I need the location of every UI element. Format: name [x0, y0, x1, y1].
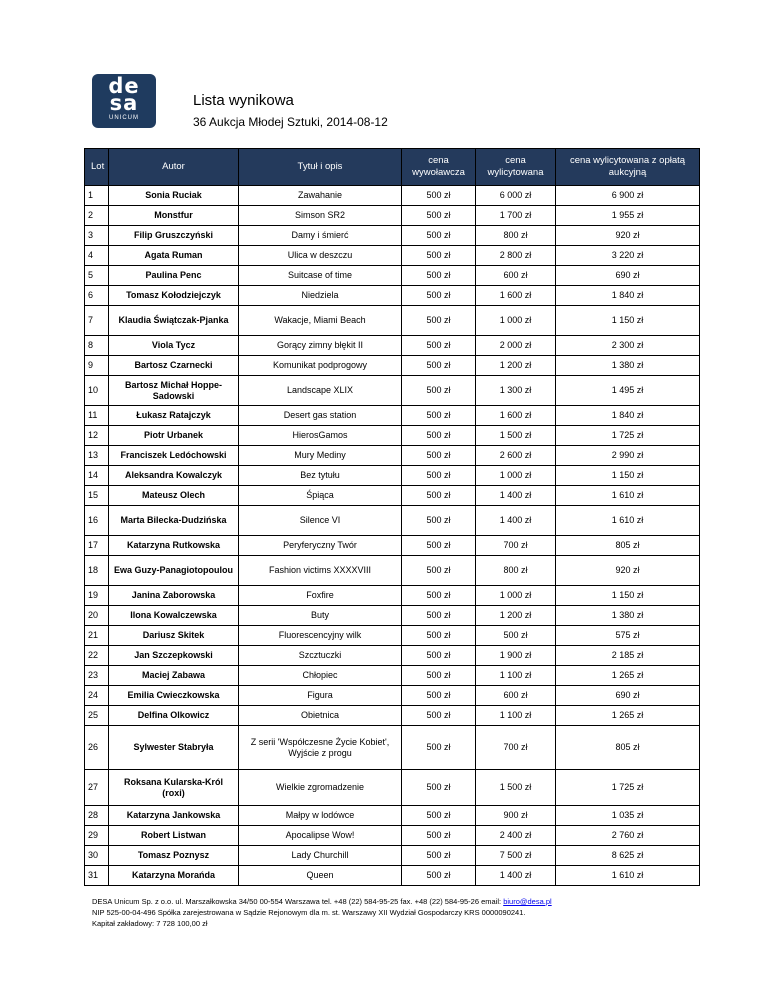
total-price-cell: 690 zł	[556, 686, 700, 706]
lot-cell: 10	[85, 376, 109, 406]
author-cell: Jan Szczepkowski	[109, 646, 239, 666]
table-row	[85, 606, 700, 626]
title-cell: Obietnica	[239, 706, 402, 726]
title-cell: Bez tytułu	[239, 466, 402, 486]
table-row	[85, 446, 700, 466]
lot-cell: 3	[85, 226, 109, 246]
start-price-cell: 500 zł	[402, 606, 476, 626]
sold-price-cell: 2 400 zł	[476, 826, 556, 846]
sold-price-cell: 1 500 zł	[476, 426, 556, 446]
start-price-cell: 500 zł	[402, 866, 476, 886]
logo-line-1: de	[108, 74, 140, 98]
sold-price-cell: 2 600 zł	[476, 446, 556, 466]
footer-line-1	[92, 896, 552, 907]
start-price-cell: 500 zł	[402, 206, 476, 226]
lot-cell: 15	[85, 486, 109, 506]
total-price-cell: 6 900 zł	[556, 186, 700, 206]
start-price-cell: 500 zł	[402, 356, 476, 376]
total-price-cell: 1 150 zł	[556, 466, 700, 486]
table-row	[85, 206, 700, 226]
lot-cell: 1	[85, 186, 109, 206]
title-cell: Apocalipse Wow!	[239, 826, 402, 846]
start-price-cell: 500 zł	[402, 186, 476, 206]
author-cell: Sylwester Stabryła	[109, 726, 239, 770]
header-author: Autor	[109, 149, 239, 186]
start-price-cell: 500 zł	[402, 826, 476, 846]
start-price-cell: 500 zł	[402, 226, 476, 246]
title-cell: Chłopiec	[239, 666, 402, 686]
author-cell: Paulina Penc	[109, 266, 239, 286]
lot-cell: 2	[85, 206, 109, 226]
sold-price-cell: 800 zł	[476, 226, 556, 246]
footer-address: DESA Unicum Sp. z o.o. ul. Marszałkowska 34/50 00-554 Warszawa tel. +48 (22) 584-95-25 fax. +48 (22) 584-95-26 email:	[92, 897, 504, 906]
start-price-cell: 500 zł	[402, 446, 476, 466]
table-row	[85, 186, 700, 206]
title-cell: Śpiąca	[239, 486, 402, 506]
start-price-cell: 500 zł	[402, 726, 476, 770]
lot-cell: 18	[85, 556, 109, 586]
lot-cell: 4	[85, 246, 109, 266]
title-cell: Szcztuczki	[239, 646, 402, 666]
footer	[92, 896, 552, 929]
results-table	[84, 148, 700, 886]
table-row	[85, 826, 700, 846]
total-price-cell: 8 625 zł	[556, 846, 700, 866]
author-cell: Robert Listwan	[109, 826, 239, 846]
total-price-cell: 805 zł	[556, 536, 700, 556]
total-price-cell: 1 725 zł	[556, 426, 700, 446]
title-cell: Suitcase of time	[239, 266, 402, 286]
title-cell: Silence VI	[239, 506, 402, 536]
author-cell: Maciej Zabawa	[109, 666, 239, 686]
author-cell: Franciszek Ledóchowski	[109, 446, 239, 466]
author-cell: Klaudia Świątczak-Pjanka	[109, 306, 239, 336]
table-row	[85, 226, 700, 246]
author-cell: Katarzyna Morańda	[109, 866, 239, 886]
table-row	[85, 706, 700, 726]
lot-cell: 13	[85, 446, 109, 466]
title-cell: Gorący zimny błękit II	[239, 336, 402, 356]
total-price-cell: 1 840 zł	[556, 286, 700, 306]
title-cell: Landscape XLIX	[239, 376, 402, 406]
total-price-cell: 1 955 zł	[556, 206, 700, 226]
start-price-cell: 500 zł	[402, 466, 476, 486]
total-price-cell: 1 610 zł	[556, 866, 700, 886]
table-row	[85, 486, 700, 506]
sold-price-cell: 1 200 zł	[476, 606, 556, 626]
title-cell: Małpy w lodówce	[239, 806, 402, 826]
start-price-cell: 500 zł	[402, 406, 476, 426]
start-price-cell: 500 zł	[402, 806, 476, 826]
lot-cell: 5	[85, 266, 109, 286]
start-price-cell: 500 zł	[402, 666, 476, 686]
footer-line-2: NIP 525-00-04-496 Spółka zarejestrowana w Sądzie Rejonowym dla m. st. Warszawy XII Wydział Gospodarczy KRS 0000090241.	[92, 908, 526, 917]
total-price-cell: 1 265 zł	[556, 666, 700, 686]
sold-price-cell: 1 500 zł	[476, 770, 556, 806]
sold-price-cell: 1 000 zł	[476, 586, 556, 606]
lot-cell: 31	[85, 866, 109, 886]
total-price-cell: 2 990 zł	[556, 446, 700, 466]
start-price-cell: 500 zł	[402, 706, 476, 726]
total-price-cell: 1 610 zł	[556, 506, 700, 536]
title-cell: Damy i śmierć	[239, 226, 402, 246]
total-price-cell: 920 zł	[556, 556, 700, 586]
title-cell: Simson SR2	[239, 206, 402, 226]
author-cell: Aleksandra Kowalczyk	[109, 466, 239, 486]
lot-cell: 29	[85, 826, 109, 846]
author-cell: Roksana Kularska-Król (roxi)	[109, 770, 239, 806]
start-price-cell: 500 zł	[402, 770, 476, 806]
title-cell: Mury Mediny	[239, 446, 402, 466]
total-price-cell: 1 150 zł	[556, 586, 700, 606]
table-row	[85, 666, 700, 686]
start-price-cell: 500 zł	[402, 426, 476, 446]
author-cell: Ilona Kowalczewska	[109, 606, 239, 626]
start-price-cell: 500 zł	[402, 556, 476, 586]
author-cell: Bartosz Czarnecki	[109, 356, 239, 376]
footer-email-link[interactable]: biuro@desa.pl	[503, 897, 552, 906]
sold-price-cell: 1 000 zł	[476, 306, 556, 336]
title-cell: Queen	[239, 866, 402, 886]
author-cell: Łukasz Ratajczyk	[109, 406, 239, 426]
sold-price-cell: 1 000 zł	[476, 466, 556, 486]
sold-price-cell: 6 000 zł	[476, 186, 556, 206]
title-cell: Peryferyczny Twór	[239, 536, 402, 556]
lot-cell: 16	[85, 506, 109, 536]
total-price-cell: 1 380 zł	[556, 606, 700, 626]
sold-price-cell: 1 400 zł	[476, 486, 556, 506]
author-cell: Agata Ruman	[109, 246, 239, 266]
table-row	[85, 246, 700, 266]
author-cell: Monstfur	[109, 206, 239, 226]
author-cell: Piotr Urbanek	[109, 426, 239, 446]
total-price-cell: 1 035 zł	[556, 806, 700, 826]
start-price-cell: 500 zł	[402, 376, 476, 406]
total-price-cell: 1 840 zł	[556, 406, 700, 426]
sold-price-cell: 1 400 zł	[476, 506, 556, 536]
title-cell: Wakacje, Miami Beach	[239, 306, 402, 336]
author-cell: Delfina Olkowicz	[109, 706, 239, 726]
sold-price-cell: 600 zł	[476, 266, 556, 286]
start-price-cell: 500 zł	[402, 266, 476, 286]
lot-cell: 26	[85, 726, 109, 770]
table-row	[85, 376, 700, 406]
sold-price-cell: 1 900 zł	[476, 646, 556, 666]
sold-price-cell: 2 000 zł	[476, 336, 556, 356]
start-price-cell: 500 zł	[402, 286, 476, 306]
author-cell: Ewa Guzy-Panagiotopoulou	[109, 556, 239, 586]
total-price-cell: 575 zł	[556, 626, 700, 646]
total-price-cell: 690 zł	[556, 266, 700, 286]
table-row	[85, 536, 700, 556]
lot-cell: 8	[85, 336, 109, 356]
title-cell: Wielkie zgromadzenie	[239, 770, 402, 806]
sold-price-cell: 1 100 zł	[476, 666, 556, 686]
sold-price-cell: 700 zł	[476, 726, 556, 770]
start-price-cell: 500 zł	[402, 626, 476, 646]
title-cell: Figura	[239, 686, 402, 706]
table-row	[85, 846, 700, 866]
author-cell: Bartosz Michał Hoppe-Sadowski	[109, 376, 239, 406]
lot-cell: 24	[85, 686, 109, 706]
sold-price-cell: 500 zł	[476, 626, 556, 646]
sold-price-cell: 2 800 zł	[476, 246, 556, 266]
sold-price-cell: 800 zł	[476, 556, 556, 586]
footer-line-3: Kapitał zakładowy: 7 728 100,00 zł	[92, 919, 208, 928]
lot-cell: 19	[85, 586, 109, 606]
total-price-cell: 2 760 zł	[556, 826, 700, 846]
table-row	[85, 266, 700, 286]
start-price-cell: 500 zł	[402, 536, 476, 556]
logo-line-2: sa	[109, 91, 139, 115]
start-price-cell: 500 zł	[402, 686, 476, 706]
sold-price-cell: 1 200 zł	[476, 356, 556, 376]
sold-price-cell: 1 100 zł	[476, 706, 556, 726]
title-cell: Fluorescencyjny wilk	[239, 626, 402, 646]
sold-price-cell: 1 700 zł	[476, 206, 556, 226]
sold-price-cell: 600 zł	[476, 686, 556, 706]
table-header-row	[85, 149, 700, 186]
lot-cell: 11	[85, 406, 109, 426]
title-cell: Komunikat podprogowy	[239, 356, 402, 376]
table-row	[85, 726, 700, 770]
table-row	[85, 506, 700, 536]
header-sold-price: cena wylicytowana	[476, 149, 556, 186]
table-row	[85, 336, 700, 356]
lot-cell: 23	[85, 666, 109, 686]
sold-price-cell: 700 zł	[476, 536, 556, 556]
author-cell: Viola Tycz	[109, 336, 239, 356]
title-cell: Foxfire	[239, 586, 402, 606]
lot-cell: 12	[85, 426, 109, 446]
lot-cell: 6	[85, 286, 109, 306]
lot-cell: 27	[85, 770, 109, 806]
table-row	[85, 466, 700, 486]
start-price-cell: 500 zł	[402, 246, 476, 266]
lot-cell: 20	[85, 606, 109, 626]
start-price-cell: 500 zł	[402, 306, 476, 336]
header-start-price: cena wywoławcza	[402, 149, 476, 186]
desa-logo	[92, 74, 156, 128]
title-cell: Z serii 'Współczesne Życie Kobiet', Wyjście z progu	[239, 726, 402, 770]
sold-price-cell: 7 500 zł	[476, 846, 556, 866]
author-cell: Marta Bilecka-Dudzińska	[109, 506, 239, 536]
lot-cell: 9	[85, 356, 109, 376]
total-price-cell: 1 610 zł	[556, 486, 700, 506]
page-title: Lista wynikowa	[193, 92, 294, 109]
author-cell: Katarzyna Jankowska	[109, 806, 239, 826]
total-price-cell: 2 185 zł	[556, 646, 700, 666]
lot-cell: 22	[85, 646, 109, 666]
author-cell: Sonia Ruciak	[109, 186, 239, 206]
title-cell: Zawahanie	[239, 186, 402, 206]
sold-price-cell: 1 600 zł	[476, 286, 556, 306]
table-row	[85, 426, 700, 446]
sold-price-cell: 1 300 zł	[476, 376, 556, 406]
sold-price-cell: 1 600 zł	[476, 406, 556, 426]
total-price-cell: 1 265 zł	[556, 706, 700, 726]
title-cell: HierosGamos	[239, 426, 402, 446]
total-price-cell: 1 380 zł	[556, 356, 700, 376]
total-price-cell: 805 zł	[556, 726, 700, 770]
author-cell: Tomasz Poznysz	[109, 846, 239, 866]
total-price-cell: 1 150 zł	[556, 306, 700, 336]
author-cell: Katarzyna Rutkowska	[109, 536, 239, 556]
title-cell: Lady Churchill	[239, 846, 402, 866]
table-row	[85, 306, 700, 336]
author-cell: Mateusz Olech	[109, 486, 239, 506]
sold-price-cell: 900 zł	[476, 806, 556, 826]
total-price-cell: 1 495 zł	[556, 376, 700, 406]
sold-price-cell: 1 400 zł	[476, 866, 556, 886]
start-price-cell: 500 zł	[402, 336, 476, 356]
table-row	[85, 686, 700, 706]
start-price-cell: 500 zł	[402, 486, 476, 506]
table-row	[85, 646, 700, 666]
lot-cell: 28	[85, 806, 109, 826]
start-price-cell: 500 zł	[402, 586, 476, 606]
lot-cell: 14	[85, 466, 109, 486]
title-cell: Desert gas station	[239, 406, 402, 426]
total-price-cell: 920 zł	[556, 226, 700, 246]
start-price-cell: 500 zł	[402, 646, 476, 666]
lot-cell: 30	[85, 846, 109, 866]
table-row	[85, 626, 700, 646]
title-cell: Buty	[239, 606, 402, 626]
lot-cell: 17	[85, 536, 109, 556]
table-row	[85, 866, 700, 886]
total-price-cell: 2 300 zł	[556, 336, 700, 356]
title-cell: Fashion victims XXXXVIII	[239, 556, 402, 586]
title-cell: Ulica w deszczu	[239, 246, 402, 266]
lot-cell: 21	[85, 626, 109, 646]
table-row	[85, 556, 700, 586]
author-cell: Janina Zaborowska	[109, 586, 239, 606]
start-price-cell: 500 zł	[402, 846, 476, 866]
table-row	[85, 286, 700, 306]
page-subtitle: 36 Aukcja Młodej Sztuki, 2014-08-12	[193, 115, 388, 129]
header-total-price: cena wylicytowana z opłatą aukcyjną	[556, 149, 700, 186]
header-title: Tytuł i opis	[239, 149, 402, 186]
logo-sub: UNICUM	[109, 115, 139, 121]
lot-cell: 25	[85, 706, 109, 726]
author-cell: Dariusz Skitek	[109, 626, 239, 646]
total-price-cell: 1 725 zł	[556, 770, 700, 806]
author-cell: Tomasz Kołodziejczyk	[109, 286, 239, 306]
table-row	[85, 806, 700, 826]
lot-cell: 7	[85, 306, 109, 336]
header-lot: Lot	[85, 149, 109, 186]
author-cell: Filip Gruszczyński	[109, 226, 239, 246]
table-row	[85, 356, 700, 376]
table-row	[85, 586, 700, 606]
title-cell: Niedziela	[239, 286, 402, 306]
total-price-cell: 3 220 zł	[556, 246, 700, 266]
table-row	[85, 406, 700, 426]
author-cell: Emilia Cwieczkowska	[109, 686, 239, 706]
table-row	[85, 770, 700, 806]
start-price-cell: 500 zł	[402, 506, 476, 536]
